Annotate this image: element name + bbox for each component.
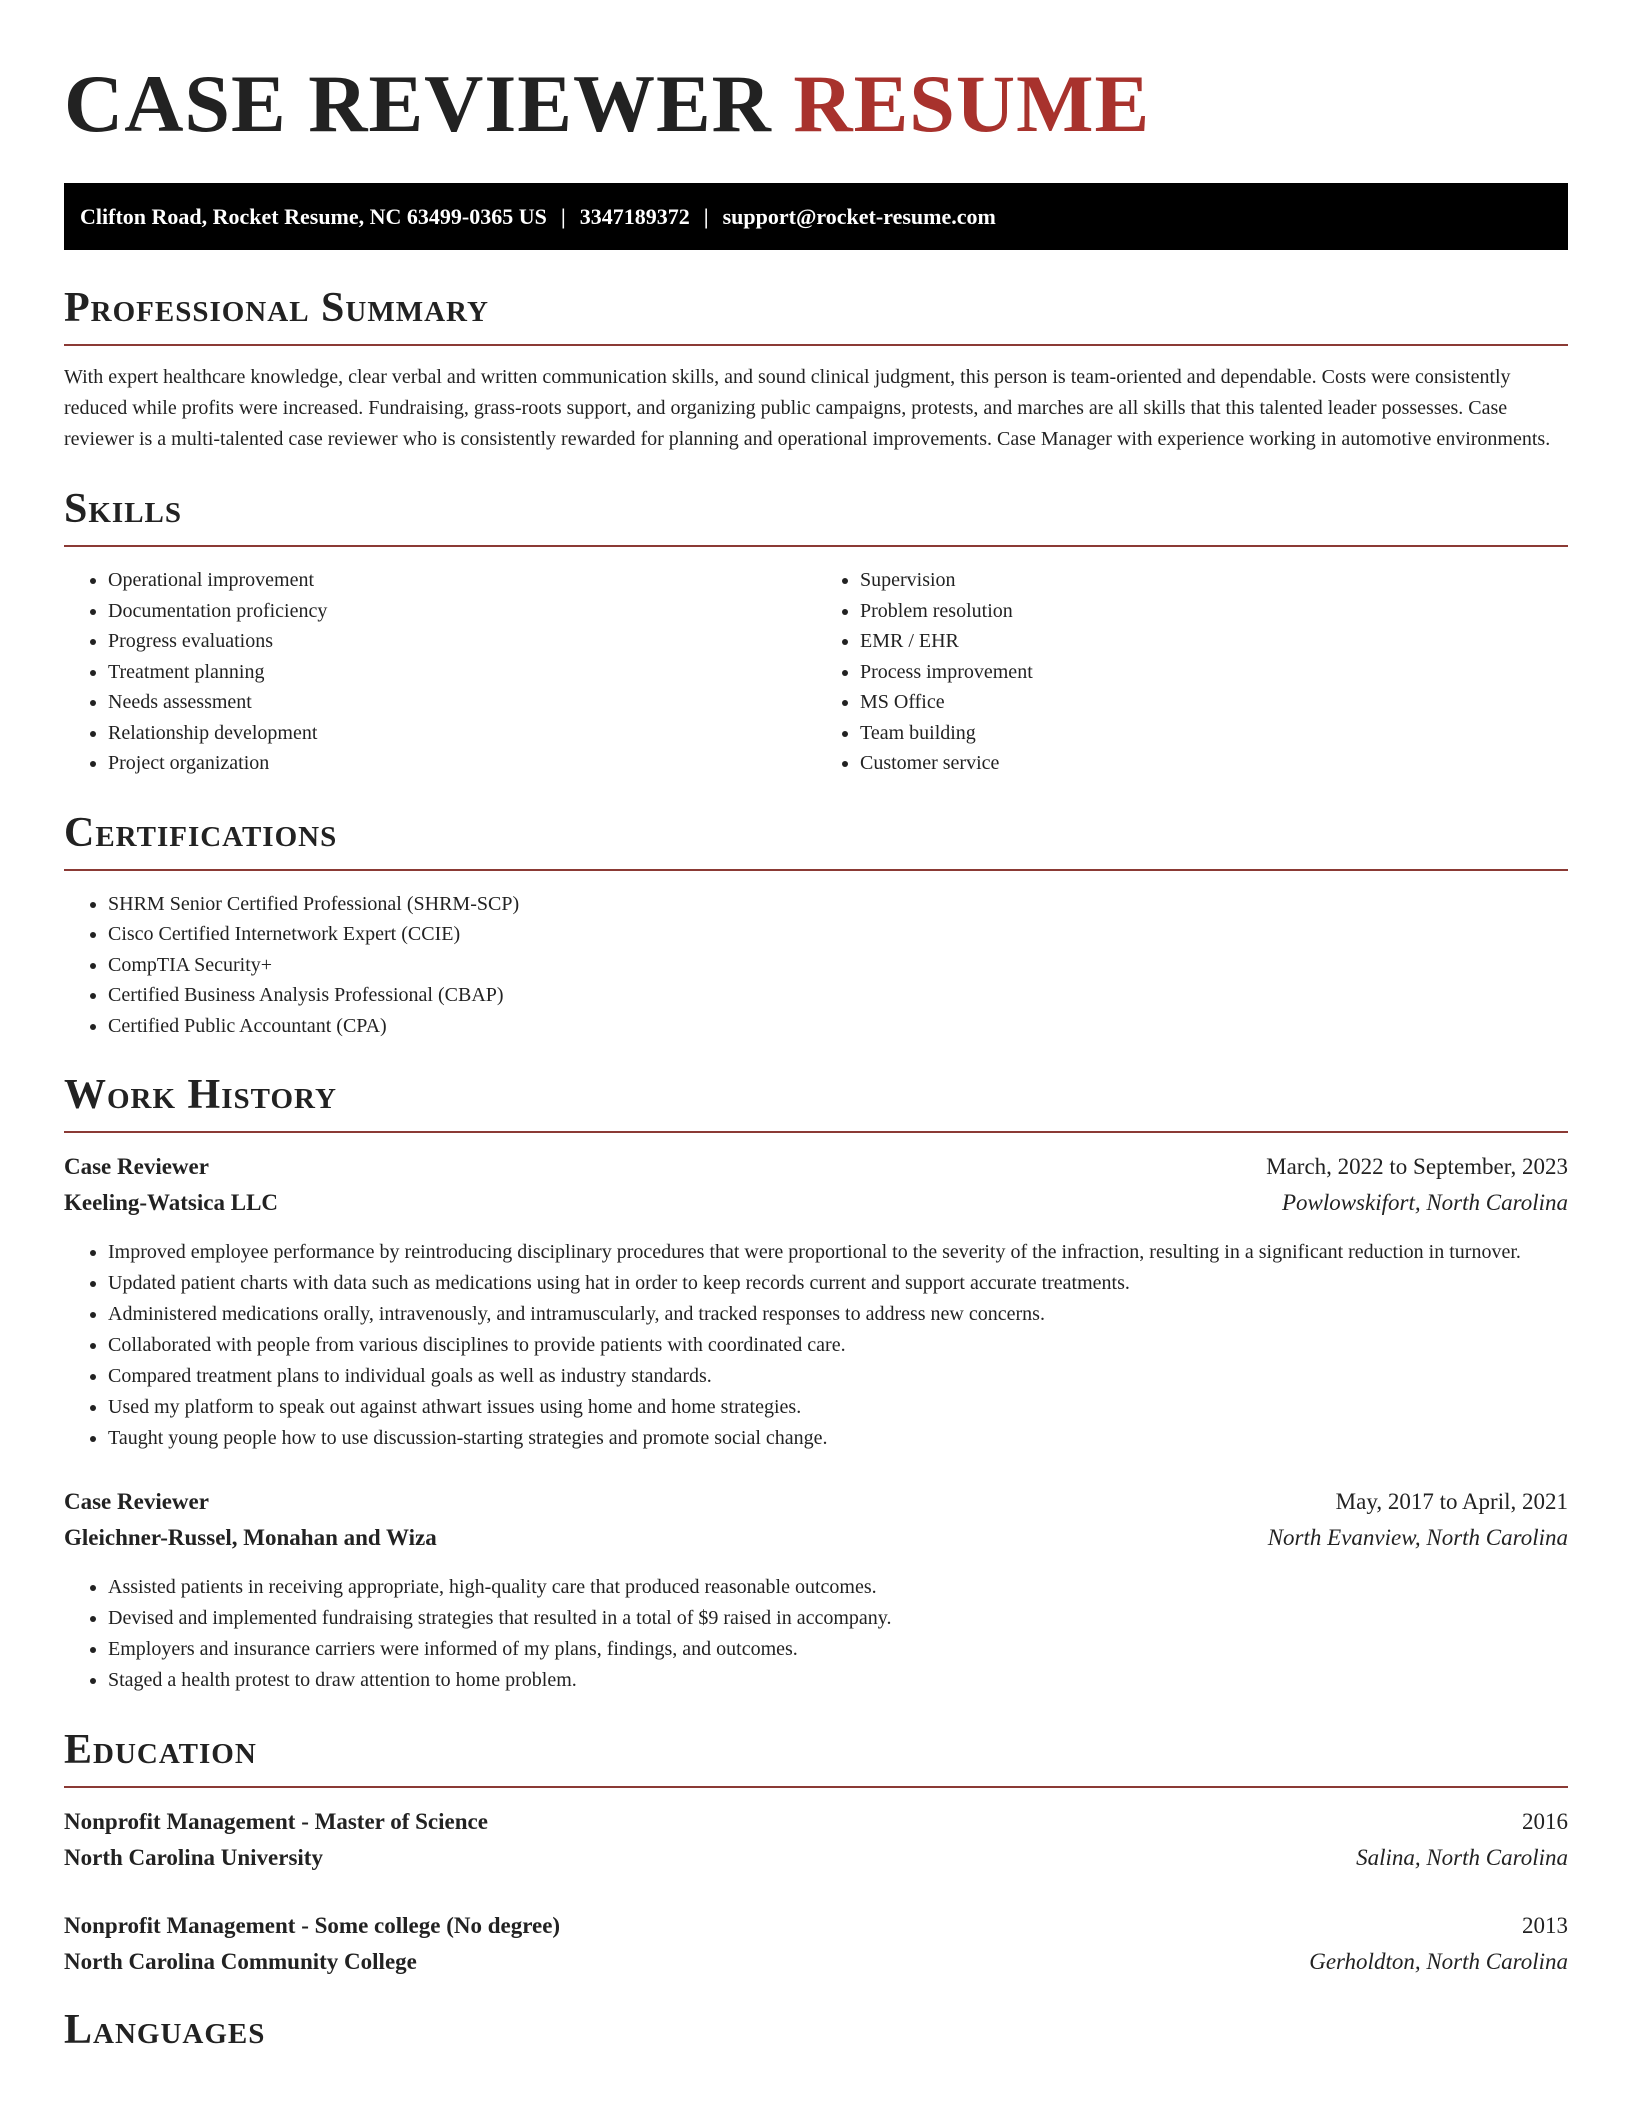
education-year: 2016 xyxy=(1522,1809,1568,1834)
contact-address: Clifton Road, Rocket Resume, NC 63499-0365 US xyxy=(80,203,547,229)
contact-separator: | xyxy=(703,203,709,229)
work-history-section xyxy=(64,1069,1568,1696)
job-row xyxy=(64,1484,1568,1520)
title-main: CASE REVIEWER xyxy=(64,58,772,149)
job-location: Powlowskifort, North Carolina xyxy=(1281,1190,1568,1215)
job-bullets xyxy=(64,1237,1568,1454)
education-school: North Carolina Community College xyxy=(64,1949,417,1974)
skill-item: • Process improvement xyxy=(860,657,1568,688)
title-accent: RESUME xyxy=(793,58,1151,149)
job-bullet: • Updated patient charts with data such as medications using hat in order to keep records current and support accurate treatments. xyxy=(108,1268,1568,1299)
job-dates: May, 2017 to April, 2021 xyxy=(1335,1489,1568,1514)
job-location: North Evanview, North Carolina xyxy=(1267,1525,1568,1550)
job-bullet: • Compared treatment plans to individual goals as well as industry standards. xyxy=(108,1361,1568,1392)
skills-list-right xyxy=(816,565,1568,779)
job-entry xyxy=(64,1484,1568,1696)
education-heading: Education xyxy=(64,1727,257,1773)
education-degree: Nonprofit Management - Master of Science xyxy=(64,1809,488,1834)
job-bullet: • Devised and implemented fundraising strategies that resulted in a total of $9 raised in accompany. xyxy=(108,1603,1568,1634)
skills-grid xyxy=(64,547,1568,779)
job-bullet: • Collaborated with people from various disciplines to provide patients with coordinated care. xyxy=(108,1330,1568,1361)
section-divider xyxy=(64,1786,1568,1788)
contact-separator: | xyxy=(560,203,566,229)
skill-item: • EMR / EHR xyxy=(860,626,1568,657)
summary-section xyxy=(64,282,1568,455)
certifications-list xyxy=(64,889,1568,1042)
education-section xyxy=(64,1724,1568,1980)
job-bullet: • Administered medications orally, intravenously, and intramuscularly, and tracked responses to address new concerns. xyxy=(108,1299,1568,1330)
job-row xyxy=(64,1520,1568,1556)
job-bullet: • Employers and insurance carriers were informed of my plans, findings, and outcomes. xyxy=(108,1634,1568,1665)
skill-item: • Problem resolution xyxy=(860,596,1568,627)
job-title: Case Reviewer xyxy=(64,1154,209,1179)
contact-email: support@rocket-resume.com xyxy=(722,203,996,229)
job-company: Keeling-Watsica LLC xyxy=(64,1190,279,1215)
job-bullet: • Used my platform to speak out against athwart issues using home and home strategies. xyxy=(108,1392,1568,1423)
contact-phone: 3347189372 xyxy=(579,203,690,229)
job-title: Case Reviewer xyxy=(64,1489,209,1514)
skill-item: • Documentation proficiency xyxy=(108,596,816,627)
contact-bar xyxy=(64,183,1568,250)
job-bullet: • Staged a health protest to draw attention to home problem. xyxy=(108,1665,1568,1696)
resume-title xyxy=(64,0,1568,150)
education-year: 2013 xyxy=(1522,1913,1568,1938)
job-entry xyxy=(64,1149,1568,1454)
education-row xyxy=(64,1908,1568,1944)
education-row xyxy=(64,1804,1568,1840)
job-dates: March, 2022 to September, 2023 xyxy=(1266,1154,1568,1179)
education-location: Gerholdton, North Carolina xyxy=(1309,1949,1568,1974)
certification-item: • Certified Public Accountant (CPA) xyxy=(108,1011,1568,1042)
section-divider xyxy=(64,869,1568,871)
languages-section xyxy=(64,2004,1568,2056)
skill-item: • MS Office xyxy=(860,687,1568,718)
skill-item: • Needs assessment xyxy=(108,687,816,718)
job-row xyxy=(64,1149,1568,1185)
skills-list-left xyxy=(64,565,816,779)
education-entry xyxy=(64,1804,1568,1876)
job-row xyxy=(64,1185,1568,1221)
job-bullet: • Improved employee performance by reintroducing disciplinary procedures that were proportional to the severity of the infraction, resulting in a significant reduction in turnover. xyxy=(108,1237,1568,1268)
job-company: Gleichner-Russel, Monahan and Wiza xyxy=(64,1525,437,1550)
skill-item: • Progress evaluations xyxy=(108,626,816,657)
skills-heading: Skills xyxy=(64,486,183,532)
languages-heading: Languages xyxy=(64,2007,266,2053)
summary-heading: Professional Summary xyxy=(64,285,489,331)
skill-item: • Relationship development xyxy=(108,718,816,749)
education-location: Salina, North Carolina xyxy=(1356,1845,1568,1870)
certifications-section xyxy=(64,807,1568,1042)
section-divider xyxy=(64,344,1568,346)
summary-text: With expert healthcare knowledge, clear verbal and written communication skills, and sound clinical judgment, this person is team-oriented and dependable. Costs were consistently reduced while profits were increased. Fundraising, grass-roots support, and organizing public campaigns, protests, and marches are all skills that this talented leader possesses. Case reviewer is a multi-talented case reviewer who is consistently rewarded for planning and operational improvements. Case Manager with experience working in automotive environments. xyxy=(64,366,1551,450)
education-row xyxy=(64,1944,1568,1980)
skill-item: • Treatment planning xyxy=(108,657,816,688)
certifications-heading: Certifications xyxy=(64,809,338,856)
job-bullet: • Assisted patients in receiving appropriate, high-quality care that produced reasonable outcomes. xyxy=(108,1572,1568,1603)
skill-item: • Team building xyxy=(860,718,1568,749)
education-degree: Nonprofit Management - Some college (No degree) xyxy=(64,1913,561,1938)
skills-section xyxy=(64,483,1568,779)
certification-item: • Cisco Certified Internetwork Expert (CCIE) xyxy=(108,919,1568,950)
job-bullet: • Taught young people how to use discussion-starting strategies and promote social change. xyxy=(108,1423,1568,1454)
work-history-heading: Work History xyxy=(64,1072,337,1118)
skill-item: • Project organization xyxy=(108,748,816,779)
skill-item: • Operational improvement xyxy=(108,565,816,596)
job-bullets xyxy=(64,1572,1568,1696)
skill-item: • Customer service xyxy=(860,748,1568,779)
certification-item: • CompTIA Security+ xyxy=(108,950,1568,981)
skill-item: • Supervision xyxy=(860,565,1568,596)
section-divider xyxy=(64,1131,1568,1133)
education-row xyxy=(64,1840,1568,1876)
certification-item: • SHRM Senior Certified Professional (SHRM-SCP) xyxy=(108,889,1568,920)
education-entry xyxy=(64,1908,1568,1980)
certification-item: • Certified Business Analysis Professional (CBAP) xyxy=(108,980,1568,1011)
education-school: North Carolina University xyxy=(64,1845,323,1870)
